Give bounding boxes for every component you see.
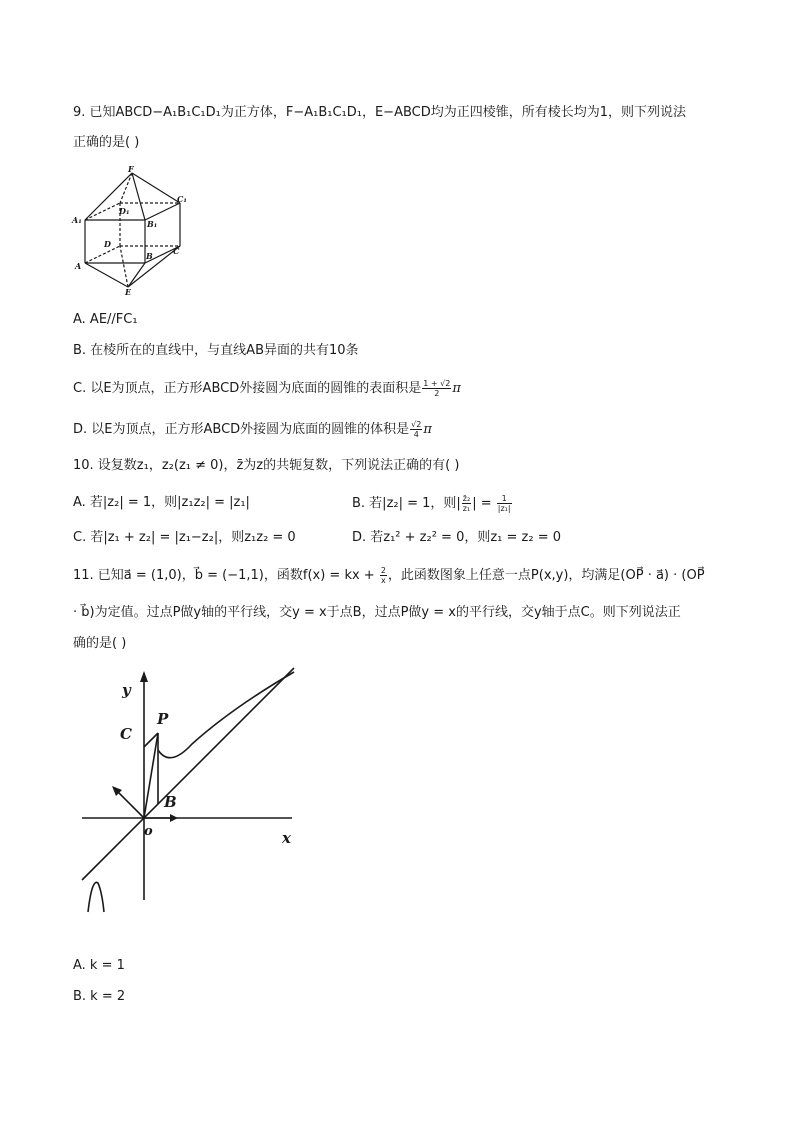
label-x: x	[282, 829, 291, 847]
q11-stem-line1-pre: 11. 已知a⃗ = (1,0)，b⃗ = (−1,1)，函数f(x) = kx +	[73, 568, 379, 583]
q10-option-b-rhs-denominator: |z₁|	[497, 504, 511, 513]
q10-option-b-text: B. 若|z₂| = 1，则|	[352, 496, 461, 511]
q11-stem-line2: · b⃗)为定值。过点P做y轴的平行线，交y = x于点B，过点P做y = x的平行线，交y轴于点C。则下列说法正	[73, 605, 681, 620]
q10-option-c: C. 若|z₁ + z₂| = |z₁−z₂|，则z₁z₂ = 0	[73, 530, 296, 545]
q11-option-a: A. k = 1	[73, 958, 125, 973]
q9-option-a: A. AE//FC₁	[73, 312, 138, 327]
q11-stem-line1-post: ，此函数图象上任意一点P(x,y)，均满足(OP⃗ · a⃗) · (OP⃗	[387, 568, 705, 583]
q11-stem-fraction	[380, 566, 387, 585]
q9-stem-line2: 正确的是( )	[73, 135, 140, 150]
label-P: P	[157, 710, 169, 728]
q9-stem-line1: 9. 已知ABCD−A₁B₁C₁D₁为正方体，F−A₁B₁C₁D₁，E−ABCD均为正四棱锥，所有棱长均为1，则下列说法	[73, 105, 687, 120]
q10-option-b-rhs-numerator: 1	[497, 494, 512, 504]
q9-option-d-denominator: 4	[413, 430, 419, 439]
q10-option-d: D. 若z₁² + z₂² = 0，则z₁ = z₂ = 0	[352, 530, 562, 545]
q9-cube-figure	[70, 165, 200, 300]
q10-option-a: A. 若|z₂| = 1，则|z₁z₂| = |z₁|	[73, 495, 250, 510]
q9-option-c-fraction	[422, 379, 451, 398]
label-B1: B₁	[147, 219, 158, 229]
q9-option-d-fraction	[410, 420, 422, 439]
q9-option-d	[73, 420, 432, 439]
label-A: A	[75, 261, 82, 271]
label-F: F	[128, 164, 134, 174]
q9-option-c-text: C. 以E为顶点，正方形ABCD外接圆为底面的圆锥的表面积是	[73, 381, 422, 396]
label-C: C	[120, 725, 132, 743]
label-E: E	[125, 287, 132, 297]
q9-option-c	[73, 379, 461, 398]
q9-option-c-numerator: 1 + √2	[423, 379, 451, 388]
label-C1: C₁	[177, 194, 187, 204]
q11-graph-figure	[82, 668, 304, 912]
q9-option-c-pi: π	[452, 381, 461, 396]
label-D: D	[104, 239, 111, 249]
label-C: C	[173, 246, 180, 256]
label-D1: D₁	[119, 206, 130, 216]
q10-option-b-lhs-numerator: z̄₂	[462, 494, 471, 503]
q9-option-d-text: D. 以E为顶点，正方形ABCD外接圆为底面的圆锥的体积是	[73, 422, 410, 437]
q10-option-b-lhs-fraction	[462, 494, 471, 513]
q9-option-c-denominator: 2	[434, 389, 440, 398]
q11-stem-line1	[73, 566, 705, 585]
q10-option-b-rhs-fraction	[497, 494, 512, 513]
q11-stem-fraction-denominator: x	[381, 576, 386, 585]
q11-option-b: B. k = 2	[73, 989, 126, 1004]
label-O: o	[144, 824, 153, 839]
q10-option-b-equals: | =	[472, 496, 496, 511]
q10-option-b-lhs-denominator: z₁	[462, 504, 471, 513]
q9-option-d-numerator: √2	[411, 420, 422, 429]
label-y: y	[122, 681, 131, 699]
q9-option-d-pi: π	[423, 422, 432, 437]
q11-stem-line3: 确的是( )	[73, 636, 127, 651]
q11-stem-fraction-numerator: 2	[380, 566, 386, 575]
q9-option-b: B. 在棱所在的直线中，与直线AB异面的共有10条	[73, 343, 359, 358]
label-B: B	[146, 251, 153, 261]
label-B: B	[164, 793, 177, 811]
q10-stem: 10. 设复数z₁，z₂(z₁ ≠ 0)，z̄为z的共轭复数，下列说法正确的有( )	[73, 458, 460, 473]
q10-option-b	[352, 494, 513, 513]
label-A1: A₁	[72, 215, 82, 225]
